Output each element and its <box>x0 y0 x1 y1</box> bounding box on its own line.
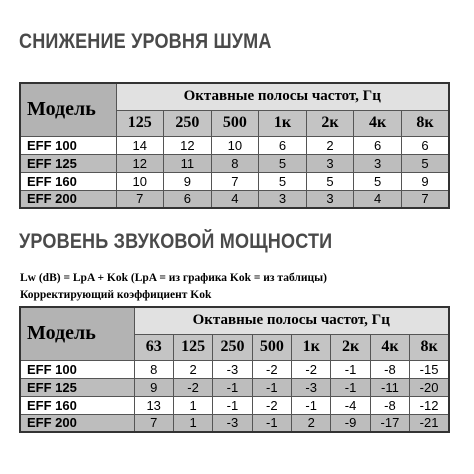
value-cell: -15 <box>410 360 449 378</box>
frequency-header-cell: 500 <box>252 334 291 360</box>
value-cell: 3 <box>306 190 354 208</box>
value-cell: -11 <box>370 378 409 396</box>
value-cell: 10 <box>211 136 259 154</box>
model-cell: EFF 160 <box>20 172 116 190</box>
noise-reduction-table <box>19 82 450 209</box>
value-cell: 2 <box>173 360 212 378</box>
table-row <box>20 360 449 378</box>
value-cell: 4 <box>211 190 259 208</box>
value-cell: -8 <box>370 396 409 414</box>
model-cell: EFF 100 <box>20 136 116 154</box>
frequency-header-cell: 1к <box>259 110 307 136</box>
value-cell: 4 <box>354 190 402 208</box>
formula-text: Lw (dB) = LpA + Kok (LpA = из графика Kok = из таблицы) <box>20 272 327 284</box>
value-cell: 8 <box>211 154 259 172</box>
value-cell: -2 <box>173 378 212 396</box>
value-cell: 14 <box>116 136 164 154</box>
model-header: Модель <box>20 83 116 136</box>
value-cell: -3 <box>292 378 331 396</box>
table-row <box>20 378 449 396</box>
value-cell: -2 <box>252 360 291 378</box>
frequency-header-cell: 125 <box>116 110 164 136</box>
value-cell: -1 <box>213 396 252 414</box>
frequency-header-cell: 63 <box>134 334 173 360</box>
value-cell: -3 <box>213 414 252 432</box>
value-cell: -1 <box>252 378 291 396</box>
value-cell: 5 <box>259 154 307 172</box>
value-cell: 2 <box>306 136 354 154</box>
value-cell: 3 <box>354 154 402 172</box>
value-cell: 1 <box>173 414 212 432</box>
noise-reduction-rows <box>20 136 449 208</box>
value-cell: 9 <box>134 378 173 396</box>
frequency-header-cell: 2к <box>331 334 370 360</box>
frequency-header-cell: 4к <box>354 110 402 136</box>
table-row <box>20 154 449 172</box>
model-header: Модель <box>20 307 134 360</box>
value-cell: 6 <box>401 136 449 154</box>
value-cell: 7 <box>134 414 173 432</box>
value-cell: 1 <box>173 396 212 414</box>
value-cell: -9 <box>331 414 370 432</box>
value-cell: 5 <box>259 172 307 190</box>
value-cell: -1 <box>331 378 370 396</box>
octave-bands-header: Октавные полосы частот, Гц <box>116 83 449 110</box>
value-cell: 12 <box>116 154 164 172</box>
value-cell: 5 <box>401 154 449 172</box>
value-cell: 5 <box>306 172 354 190</box>
model-cell: EFF 125 <box>20 154 116 172</box>
sound-power-rows <box>20 360 449 432</box>
value-cell: 5 <box>354 172 402 190</box>
frequency-header-cell: 8к <box>410 334 449 360</box>
value-cell: 6 <box>164 190 212 208</box>
sound-power-heading: УРОВЕНЬ ЗВУКОВОЙ МОЩНОСТИ <box>19 230 333 253</box>
model-cell: EFF 100 <box>20 360 134 378</box>
value-cell: -1 <box>292 396 331 414</box>
value-cell: 6 <box>259 136 307 154</box>
value-cell: 7 <box>401 190 449 208</box>
model-cell: EFF 200 <box>20 190 116 208</box>
frequency-header-cell: 125 <box>173 334 212 360</box>
model-cell: EFF 160 <box>20 396 134 414</box>
value-cell: -1 <box>331 360 370 378</box>
sound-power-correction-table <box>19 306 450 433</box>
value-cell: 3 <box>306 154 354 172</box>
table-row <box>20 190 449 208</box>
coefficient-label: Корректирующий коэффициент Kok <box>20 289 212 301</box>
frequency-header-cell: 4к <box>370 334 409 360</box>
value-cell: 13 <box>134 396 173 414</box>
value-cell: 6 <box>354 136 402 154</box>
value-cell: -1 <box>252 414 291 432</box>
frequency-header-cell: 250 <box>213 334 252 360</box>
value-cell: -3 <box>213 360 252 378</box>
frequency-header-cell: 250 <box>164 110 212 136</box>
value-cell: 10 <box>116 172 164 190</box>
value-cell: 8 <box>134 360 173 378</box>
value-cell: -20 <box>410 378 449 396</box>
table-row <box>20 172 449 190</box>
model-cell: EFF 200 <box>20 414 134 432</box>
model-cell: EFF 125 <box>20 378 134 396</box>
value-cell: 2 <box>292 414 331 432</box>
frequency-header-cell: 1к <box>292 334 331 360</box>
table-row <box>20 414 449 432</box>
value-cell: 3 <box>259 190 307 208</box>
value-cell: 7 <box>211 172 259 190</box>
value-cell: 9 <box>401 172 449 190</box>
value-cell: 9 <box>164 172 212 190</box>
value-cell: 12 <box>164 136 212 154</box>
frequency-header-cell: 500 <box>211 110 259 136</box>
value-cell: -4 <box>331 396 370 414</box>
frequency-header-cell: 2к <box>306 110 354 136</box>
table-row <box>20 396 449 414</box>
noise-reduction-heading: СНИЖЕНИЕ УРОВНЯ ШУМА <box>19 30 272 53</box>
value-cell: -21 <box>410 414 449 432</box>
value-cell: -2 <box>252 396 291 414</box>
value-cell: 11 <box>164 154 212 172</box>
frequency-header-cell: 8к <box>401 110 449 136</box>
value-cell: -1 <box>213 378 252 396</box>
value-cell: -17 <box>370 414 409 432</box>
value-cell: -2 <box>292 360 331 378</box>
value-cell: 7 <box>116 190 164 208</box>
value-cell: -12 <box>410 396 449 414</box>
value-cell: -8 <box>370 360 409 378</box>
octave-bands-header: Октавные полосы частот, Гц <box>134 307 449 334</box>
table-row <box>20 136 449 154</box>
